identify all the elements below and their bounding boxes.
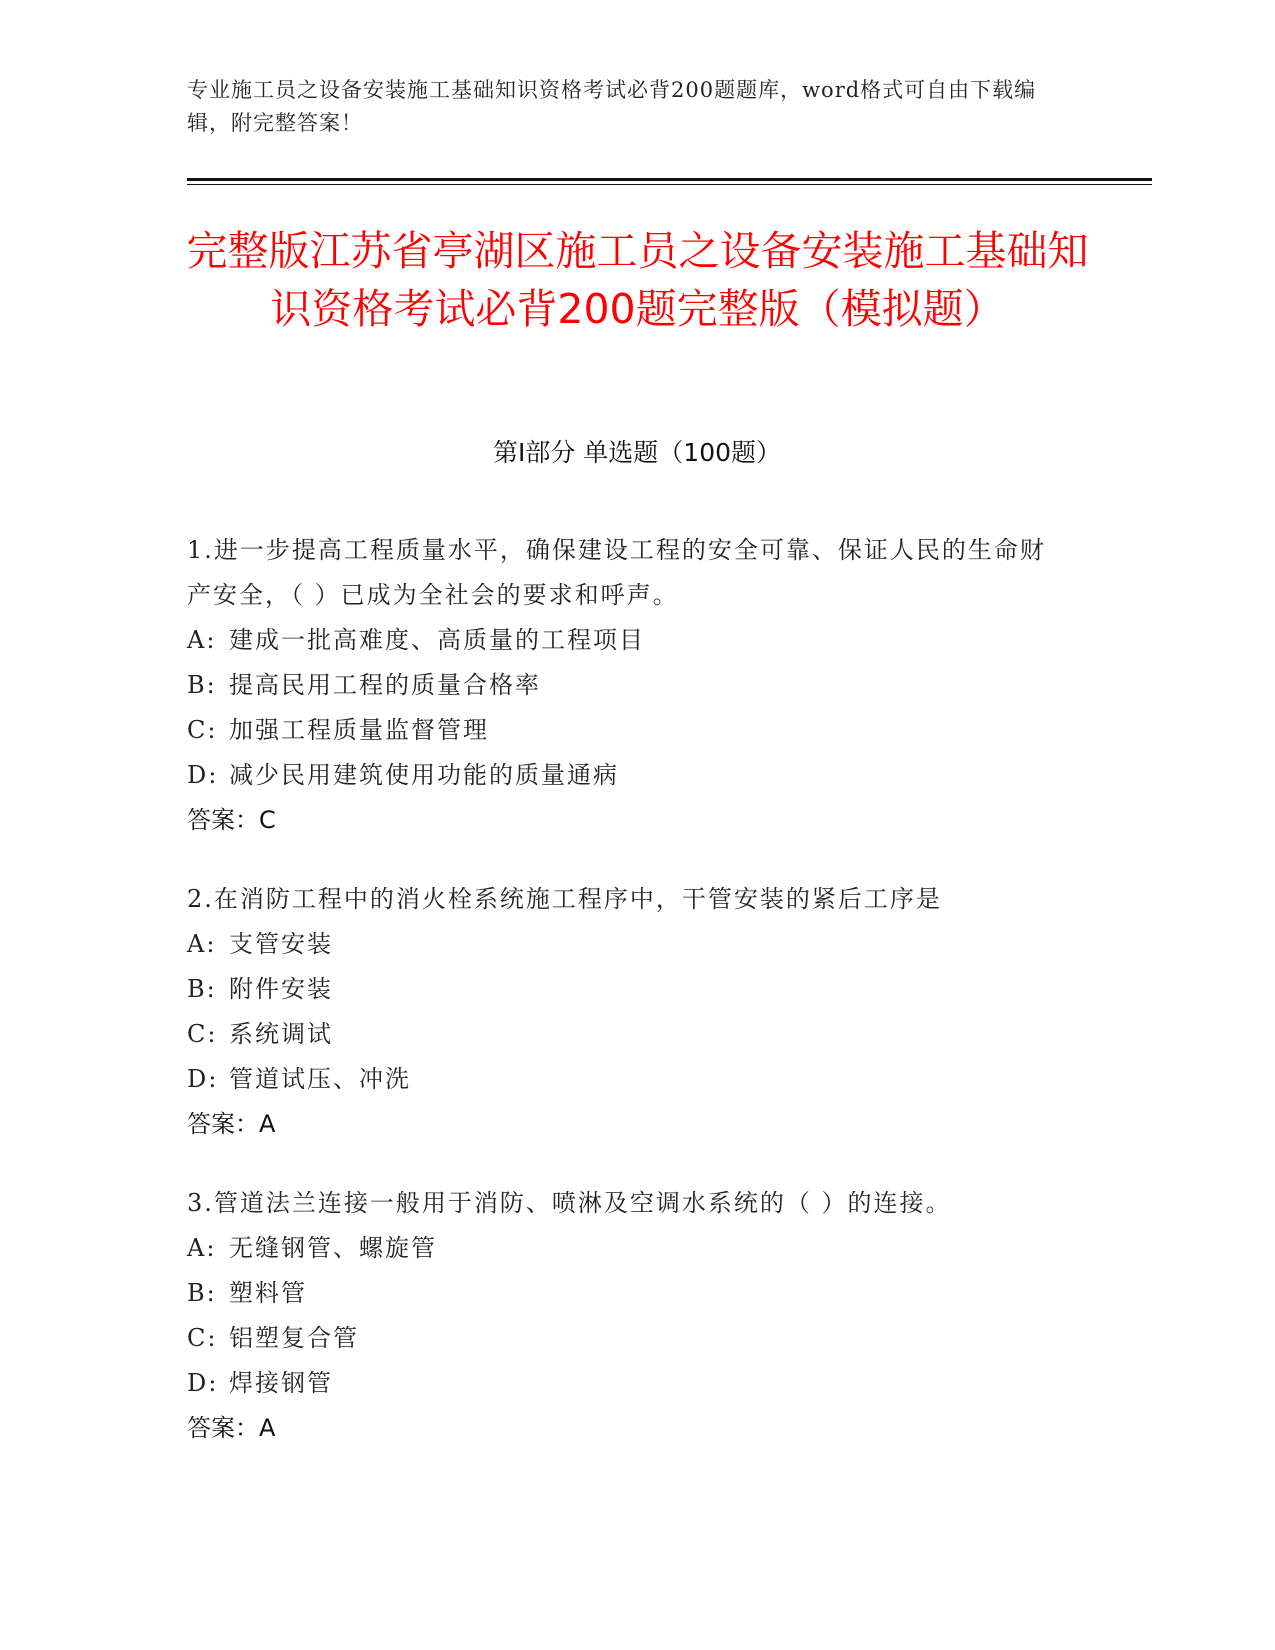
- header-note: 专业施工员之设备安装施工基础知识资格考试必背200题题库，word格式可自由下载编辑，附完整答案！: [187, 78, 1037, 135]
- option-text: 无缝钢管、螺旋管: [229, 1234, 437, 1262]
- question-2: [187, 877, 1067, 1147]
- option-text: 加强工程质量监督管理: [229, 716, 489, 744]
- question-3: [187, 1181, 1067, 1451]
- option-b: [187, 663, 1067, 708]
- option-d: [187, 1057, 1067, 1102]
- option-letter: A:: [187, 930, 217, 958]
- option-text: 塑料管: [229, 1279, 307, 1307]
- document-title: 完整版江苏省亭湖区施工员之设备安装施工基础知识资格考试必背200题完整版（模拟题）: [186, 227, 1089, 333]
- option-letter: D:: [187, 1369, 219, 1397]
- option-a: [187, 1226, 1067, 1271]
- option-text: 减少民用建筑使用功能的质量通病: [229, 761, 619, 789]
- option-a: [187, 922, 1067, 967]
- question-stem: 1.进一步提高工程质量水平，确保建设工程的安全可靠、保证人民的生命财产安全，（ ）已成为全社会的要求和呼声。: [187, 536, 1046, 609]
- option-text: 支管安装: [229, 930, 333, 958]
- option-text: 系统调试: [229, 1020, 333, 1048]
- option-text: 提高民用工程的质量合格率: [229, 671, 541, 699]
- option-letter: C:: [187, 1324, 218, 1352]
- option-b: [187, 1271, 1067, 1316]
- question-list: [187, 528, 1067, 1485]
- question-stem: 3.管道法兰连接一般用于消防、喷淋及空调水系统的（ ）的连接。: [187, 1189, 952, 1217]
- answer-line: 答案：A: [187, 1110, 276, 1138]
- answer-line: 答案：A: [187, 1414, 276, 1442]
- option-d: [187, 753, 1067, 798]
- answer-line: 答案：C: [187, 806, 276, 834]
- question-stem: 2.在消防工程中的消火栓系统施工程序中，干管安装的紧后工序是: [187, 885, 942, 913]
- option-letter: A:: [187, 626, 217, 654]
- option-letter: B:: [187, 975, 217, 1003]
- option-text: 铝塑复合管: [229, 1324, 359, 1352]
- option-c: [187, 1012, 1067, 1057]
- option-d: [187, 1361, 1067, 1406]
- option-letter: D:: [187, 761, 219, 789]
- option-c: [187, 708, 1067, 753]
- header-divider-thick: [187, 178, 1152, 181]
- option-letter: A:: [187, 1234, 217, 1262]
- question-1: [187, 528, 1067, 843]
- header-divider-thin: [187, 184, 1152, 185]
- option-text: 管道试压、冲洗: [229, 1065, 411, 1093]
- section-title: 第I部分 单选题（100题）: [492, 438, 782, 467]
- option-text: 建成一批高难度、高质量的工程项目: [229, 626, 645, 654]
- option-letter: B:: [187, 1279, 217, 1307]
- option-letter: C:: [187, 1020, 218, 1048]
- option-b: [187, 967, 1067, 1012]
- option-a: [187, 618, 1067, 663]
- option-letter: D:: [187, 1065, 219, 1093]
- option-letter: C:: [187, 716, 218, 744]
- option-c: [187, 1316, 1067, 1361]
- option-text: 焊接钢管: [229, 1369, 333, 1397]
- option-letter: B:: [187, 671, 217, 699]
- option-text: 附件安装: [229, 975, 333, 1003]
